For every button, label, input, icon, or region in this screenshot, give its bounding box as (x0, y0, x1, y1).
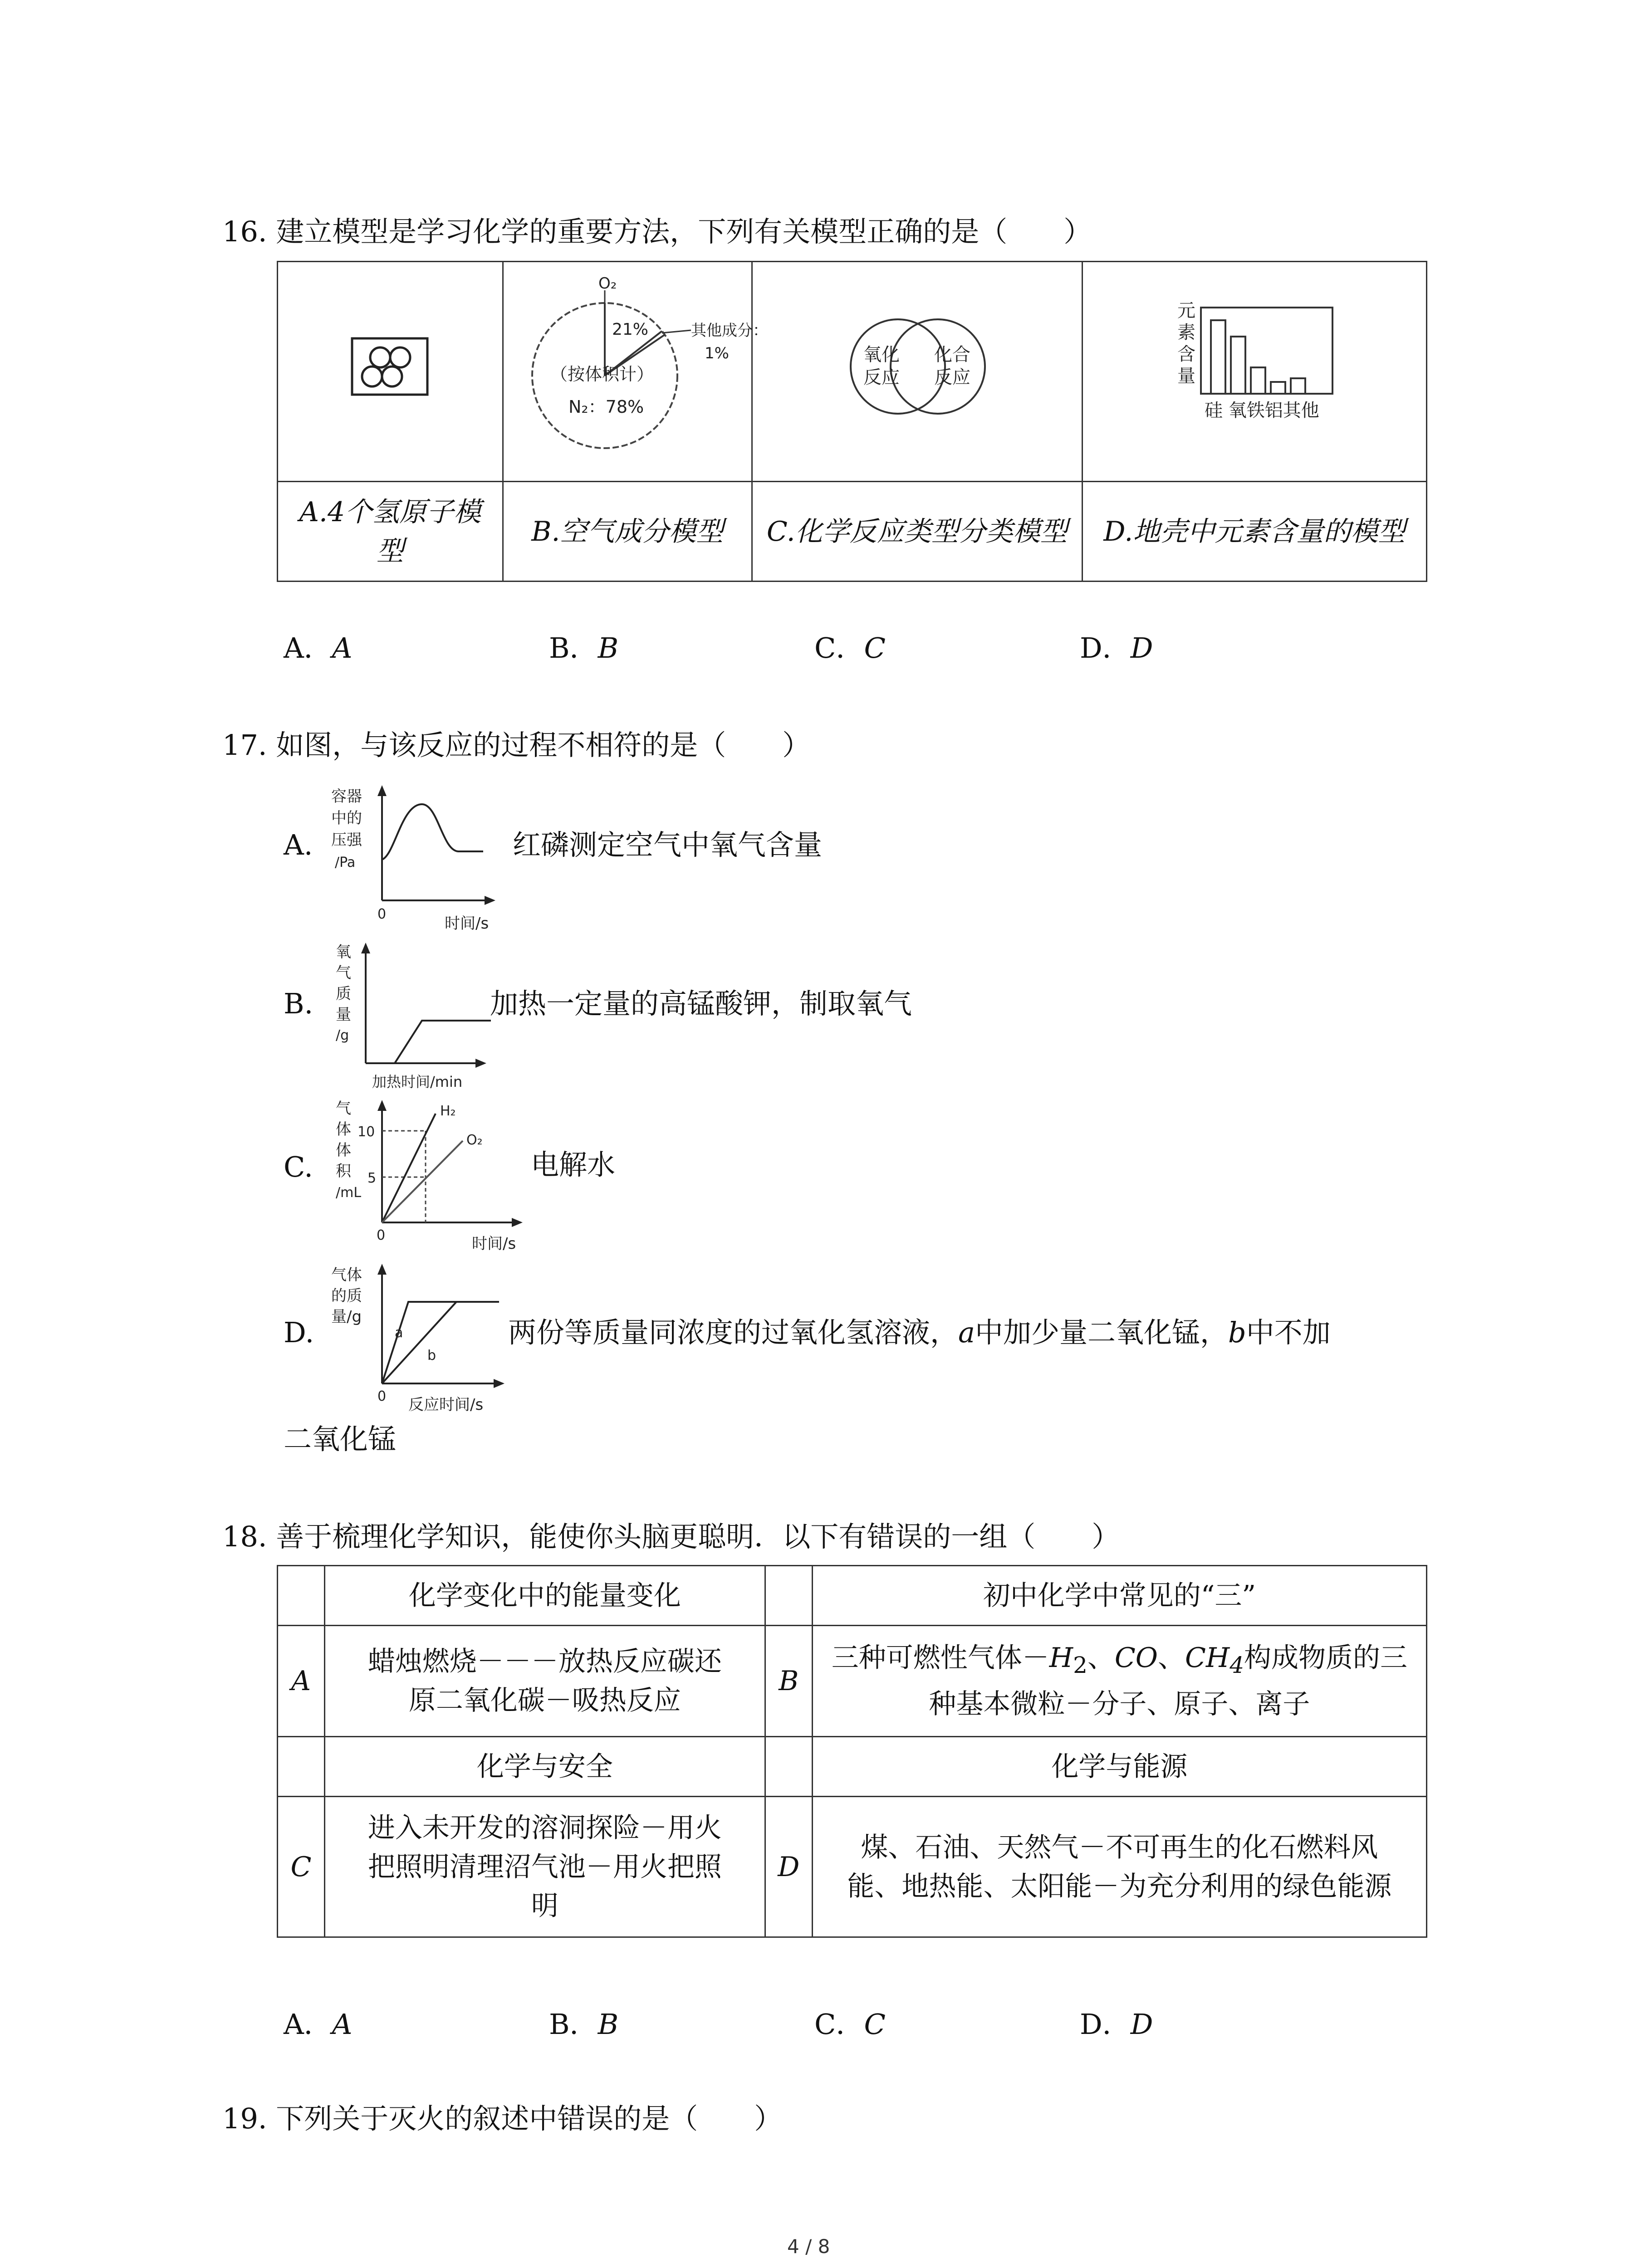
curve-a (382, 1302, 499, 1383)
q16-option-c[interactable]: C．C (814, 631, 886, 665)
q16-caption-a: A.4个氢原子模型 (278, 482, 503, 582)
q17-a-pressure-graph (327, 782, 535, 932)
svg-text:气: 气 (336, 964, 351, 982)
q18-row-d-label: D (765, 1797, 812, 1937)
bar-other (1291, 378, 1305, 394)
q18-header-energy: 化学变化中的能量变化 (324, 1566, 765, 1626)
q18-row-c-content: 进入未开发的溶洞探险－用火 把照明清理沼气池－用火把照 明 (324, 1797, 765, 1937)
bar-oxygen (1231, 337, 1245, 394)
bar-ylabel-3: 含 (1177, 343, 1195, 365)
hydrogen-atoms-icon (349, 335, 431, 398)
q17-stem: 17. 如图，与该反应的过程不相符的是（ ） (222, 728, 811, 762)
q16-cell-c-figure (752, 262, 1082, 482)
q17-d-peroxide-graph (327, 1261, 517, 1415)
svg-text:压强: 压强 (331, 831, 362, 849)
q17-option-b[interactable]: B. (284, 987, 314, 1020)
svg-text:体: 体 (336, 1141, 351, 1159)
svg-text:/Pa: /Pa (335, 855, 356, 870)
svg-text:反应时间/s: 反应时间/s (408, 1396, 484, 1414)
bar-ylabel-2: 素 (1177, 322, 1195, 343)
pie-other-percent: 1% (704, 344, 729, 362)
q17-a-text: 红磷测定空气中氧气含量 (513, 828, 823, 861)
svg-text:量/g: 量/g (331, 1308, 362, 1326)
q16-model-table (277, 261, 1427, 582)
svg-text:0: 0 (377, 1227, 386, 1243)
q16-option-a[interactable]: A．A (284, 631, 353, 665)
pie-o2-percent: 21% (612, 320, 648, 339)
venn-right-line1: 化合 (934, 344, 971, 365)
o2-line (382, 1141, 463, 1222)
q16-option-d[interactable]: D．D (1080, 631, 1153, 665)
svg-text:的质: 的质 (331, 1287, 362, 1305)
reaction-venn-diagram (844, 301, 989, 432)
bar-iron (1251, 367, 1265, 394)
pie-n2-label: N₂：78% (568, 396, 644, 417)
svg-text:b: b (427, 1348, 436, 1364)
oxygen-mass-curve (395, 1021, 491, 1063)
page-number: 4 / 8 (787, 2235, 830, 2258)
bar-ylabel-4: 量 (1177, 365, 1195, 386)
q17-option-d[interactable]: D. (284, 1316, 314, 1349)
pressure-curve (382, 804, 483, 860)
q17-d-text-line2: 二氧化锰 (284, 1422, 397, 1456)
q18-header-energy-source: 化学与能源 (812, 1737, 1426, 1797)
svg-text:积: 积 (336, 1162, 351, 1180)
q18-option-b[interactable]: B．B (549, 2008, 619, 2041)
venn-right-line2: 反应 (934, 367, 971, 388)
pie-o2-label: O₂ (598, 274, 617, 293)
q18-row-d-content: 煤、石油、天然气－不可再生的化石燃料风 能、地热能、太阳能－为充分利用的绿色能源 (812, 1797, 1426, 1937)
q18-row-c-label: C (278, 1797, 325, 1937)
svg-text:H₂: H₂ (440, 1103, 456, 1119)
q16-cell-b-figure (503, 262, 768, 482)
bar-aluminum (1271, 382, 1285, 394)
q18-row-a-content: 蜡烛燃烧－－－放热反应碳还 原二氧化碳－吸热反应 (324, 1626, 765, 1737)
svg-text:氧: 氧 (336, 943, 351, 961)
q16-stem: 16. 建立模型是学习化学的重要方法，下列有关模型正确的是（ ） (222, 215, 1092, 248)
h2-line (382, 1114, 436, 1222)
svg-text:0: 0 (377, 1388, 387, 1404)
q17-option-a[interactable]: A. (284, 828, 313, 861)
q18-option-a[interactable]: A．A (284, 2008, 353, 2041)
venn-left-line1: 氧化 (863, 344, 900, 365)
q17-b-text: 加热一定量的高锰酸钾，制取氧气 (490, 987, 912, 1020)
q16-option-b[interactable]: B．B (549, 631, 619, 665)
svg-text:量: 量 (336, 1006, 351, 1024)
q18-header-safety: 化学与安全 (324, 1737, 765, 1797)
bar-xlabels: 硅 氧铁铝其他 (1204, 400, 1319, 421)
bar-ylabel-1: 元 (1177, 300, 1195, 321)
svg-text:a: a (395, 1325, 403, 1341)
q16-cell-d-figure (1082, 262, 1426, 482)
svg-text:0: 0 (377, 906, 387, 922)
svg-text:时间/s: 时间/s (472, 1235, 516, 1253)
q18-option-c[interactable]: C．C (814, 2008, 886, 2041)
svg-text:加热时间/min: 加热时间/min (372, 1073, 463, 1090)
svg-text:10: 10 (358, 1124, 375, 1140)
svg-text:质: 质 (336, 985, 351, 1003)
q18-knowledge-table (277, 1565, 1427, 1938)
svg-text:时间/s: 时间/s (445, 914, 489, 933)
q18-option-d[interactable]: D．D (1080, 2008, 1153, 2041)
q18-stem: 18. 善于梳理化学知识，能使你头脑更聪明．以下有错误的一组（ ） (222, 1520, 1120, 1553)
svg-text:O₂: O₂ (466, 1132, 483, 1148)
q18-row-a-label: A (278, 1626, 325, 1737)
q16-caption-b: B.空气成分模型 (503, 482, 752, 582)
svg-text:体: 体 (336, 1120, 351, 1139)
q16-caption-d: D.地壳中元素含量的模型 (1082, 482, 1426, 582)
svg-text:/g: /g (336, 1027, 349, 1043)
q18-row-b-label: B (765, 1626, 812, 1737)
venn-left-line2: 反应 (863, 367, 900, 388)
q16-caption-c: C.化学反应类型分类模型 (752, 482, 1082, 582)
svg-text:中的: 中的 (331, 809, 362, 827)
q16-cell-a-figure (278, 262, 503, 482)
svg-text:气体: 气体 (331, 1266, 362, 1284)
q17-option-c[interactable]: C. (284, 1150, 313, 1183)
q18-header-three: 初中化学中常见的“三” (812, 1566, 1426, 1626)
svg-text:容器: 容器 (331, 787, 362, 806)
svg-text:气: 气 (336, 1100, 351, 1118)
svg-text:5: 5 (367, 1170, 377, 1186)
svg-text:/mL: /mL (336, 1185, 362, 1201)
q17-c-text: 电解水 (531, 1148, 616, 1181)
bar-silicon (1211, 320, 1225, 394)
pie-other-label: 其他成分： (691, 321, 768, 340)
air-composition-pie (509, 267, 768, 466)
q17-c-electrolysis-graph (327, 1095, 535, 1259)
curve-b (382, 1302, 456, 1383)
q17-d-text: 两份等质量同浓度的过氧化氢溶液，a中加少量二氧化锰，b中不加 (508, 1316, 1331, 1349)
pie-volume-note: （按体积计） (550, 364, 654, 384)
q18-row-b-content: 三种可燃性气体$-H_2$、CO、$CH_4$构成物质的三 种基本微粒－分子、原子、离子 (812, 1626, 1426, 1737)
q19-stem: 19. 下列关于灭火的叙述中错误的是（ ） (222, 2102, 783, 2135)
crust-element-bar-chart (1173, 298, 1336, 435)
